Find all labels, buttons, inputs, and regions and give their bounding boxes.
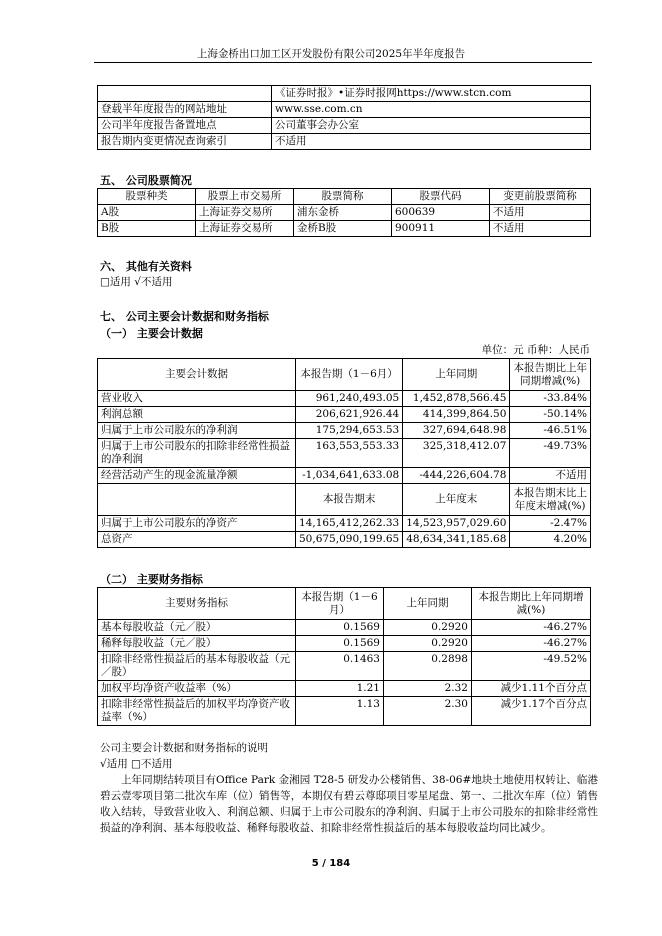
note-paragraph: 上年同期结转项目有Office Park 金湘园 T28-5 研发办公楼销售、38-06#地块土地使用权转让、临港碧云壹零项目第二批次车库（位）销售等，本期仅有碧云尊邸项目零星尾盘、第一、二批次车库（位）销售收入结转，导致营业收入、利润总额、归属于上市公司股东的净利润、归属于上市公司股东的扣除非经常性损益的净利润、基本每股收益、稀释每股收益、扣除非经常性损益后的基本每股收益均同比减少。	[100, 774, 598, 834]
table-row: 报告期内变更情况查询索引 不适用	[98, 134, 591, 150]
table-row: 归属于上市公司股东的净利润 175,294,653.53 327,694,648.98 -46.51%	[98, 423, 591, 439]
table-row: 稀释每股收益（元／股） 0.1569 0.2920 -46.27%	[98, 636, 591, 652]
table-row: 公司半年度报告备置地点 公司董事会办公室	[98, 118, 591, 134]
table-row: 基本每股收益（元／股） 0.1569 0.2920 -46.27%	[98, 620, 591, 636]
subsection-2-title: （二） 主要财务指标	[100, 573, 203, 586]
table-row: 登载半年度报告的网站地址 www.sse.com.cn	[98, 102, 591, 118]
note-title: 公司主要会计数据和财务指标的说明	[100, 742, 268, 754]
report-info-table	[97, 85, 591, 150]
stock-info-table	[97, 188, 591, 237]
table-row: A股 上海证券交易所 浦东金桥 600639 不适用	[98, 205, 591, 221]
table-row: 扣除非经常性损益后的加权平均净资产收益率（%） 1.13 2.30 减少1.17个百分点	[98, 697, 591, 726]
table-header-row: 股票种类 股票上市交易所 股票简称 股票代码 变更前股票简称	[98, 189, 591, 205]
table-header-row: 主要财务指标 本报告期（1－6月） 上年同期 本报告期比上年同期增减(%)	[98, 588, 591, 620]
unit-note: 单位：元 币种：人民币	[481, 344, 590, 356]
section-6-option: □适用 √不适用	[100, 276, 173, 288]
section-7-title: 七、 公司主要会计数据和财务指标	[100, 310, 269, 323]
table-header-row: 本报告期末 上年度末 本报告期末比上年度末增减(%)	[98, 484, 591, 516]
table-row: 经营活动产生的现金流量净额 -1,034,641,633.08 -444,226,604.78 不适用	[98, 468, 591, 484]
table-row: 《证券时报》•证券时报网https://www.stcn.com	[98, 86, 591, 102]
table-row: 利润总额 206,621,926.44 414,399,864.50 -50.14%	[98, 407, 591, 423]
subsection-1-title: （一） 主要会计数据	[100, 327, 203, 340]
note-option: √适用 □不适用	[100, 758, 173, 770]
accounting-data-table	[97, 358, 591, 548]
section-6-title: 六、 其他有关资料	[100, 260, 192, 273]
page-number: 5 / 184	[311, 858, 351, 869]
page-header: 上海金桥出口加工区开发股份有限公司2025年半年度报告	[196, 48, 466, 60]
section-5-title: 五、 公司股票简况	[100, 174, 192, 187]
financial-indicators-table	[97, 587, 591, 726]
table-header-row: 主要会计数据 本报告期（1－6月） 上年同期 本报告期比上年同期增减(%)	[98, 359, 591, 391]
table-row: 归属于上市公司股东的扣除非经常性损益的净利润 163,553,553.33 325,318,412.07 -49.73%	[98, 439, 591, 468]
table-row: 营业收入 961,240,493.05 1,452,878,566.45 -33.84%	[98, 391, 591, 407]
table-row: 扣除非经常性损益后的基本每股收益（元／股） 0.1463 0.2898 -49.52%	[98, 652, 591, 681]
table-row: B股 上海证券交易所 金桥B股 900911 不适用	[98, 221, 591, 237]
table-row: 总资产 50,675,090,199.65 48,634,341,185.68 4.20%	[98, 532, 591, 548]
table-row: 归属于上市公司股东的净资产 14,165,412,262.33 14,523,957,029.60 -2.47%	[98, 516, 591, 532]
table-row: 加权平均净资产收益率（%） 1.21 2.32 减少1.11个百分点	[98, 681, 591, 697]
header-divider	[94, 62, 592, 63]
